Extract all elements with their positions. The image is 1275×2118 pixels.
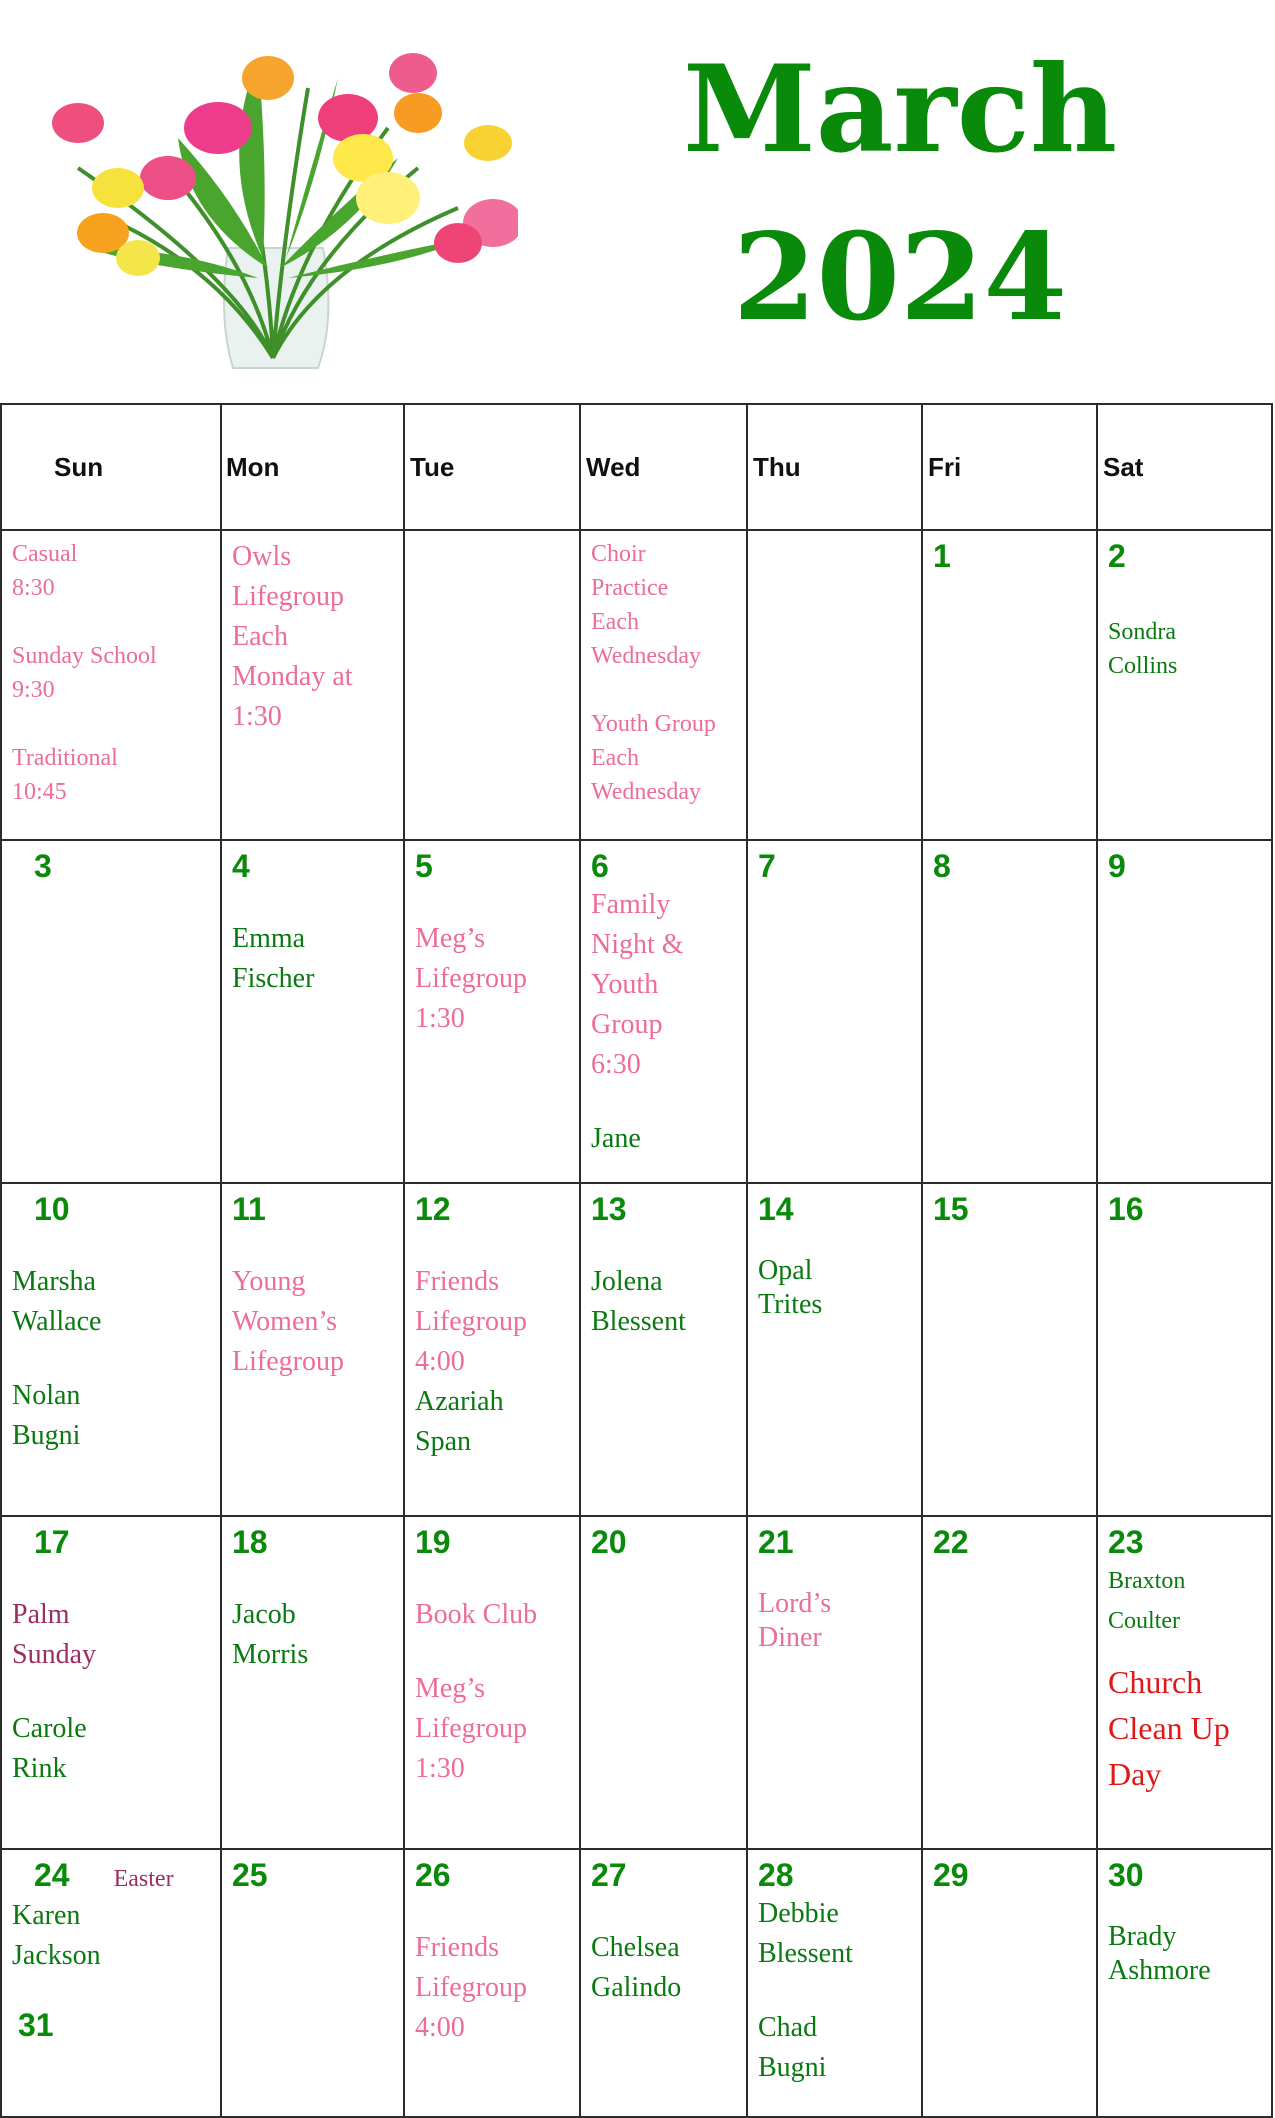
- event-line: Night &: [591, 929, 684, 960]
- event-line: Lord’s: [758, 1588, 832, 1619]
- weekday-sat: Sat: [1097, 404, 1272, 530]
- event-line: 9:30: [12, 677, 55, 703]
- event-line: 1:30: [415, 1753, 465, 1784]
- day-cell-tue-w1: [404, 530, 580, 840]
- event-line: Each: [591, 609, 639, 635]
- day-number: 6: [591, 848, 609, 884]
- day-number: 25: [232, 1857, 268, 1893]
- event-line: Practice: [591, 575, 669, 601]
- day-cell-21: [747, 1516, 922, 1849]
- day-cell-14: [747, 1183, 922, 1516]
- day-cell-27: [580, 1849, 747, 2117]
- alert-event-line: Clean Up: [1108, 1710, 1230, 1746]
- event-line: Monday at: [232, 661, 353, 692]
- day-cell-24: [1, 1849, 221, 2117]
- day-cell-mon-w1: [221, 530, 404, 840]
- day-number: 16: [1108, 1191, 1144, 1227]
- event-line: 6:30: [591, 1049, 641, 1080]
- birthday-line: Jacob: [232, 1599, 296, 1630]
- alert-event-line: Day: [1108, 1756, 1162, 1792]
- birthday-line: Jackson: [12, 1940, 101, 1971]
- event-line: 8:30: [12, 575, 55, 601]
- day-cell-28: [747, 1849, 922, 2117]
- day-number: 27: [591, 1857, 627, 1893]
- event-line: Wednesday: [591, 779, 702, 805]
- day-number: 2: [1108, 538, 1126, 574]
- birthday-line: Bugni: [758, 2052, 827, 2083]
- weekday-fri: Fri: [922, 404, 1097, 530]
- day-cell-3: [1, 840, 221, 1183]
- birthday-line: Span: [415, 1426, 471, 1457]
- birthday-line: Rink: [12, 1753, 67, 1784]
- day-number: 10: [34, 1191, 70, 1227]
- event-line: Wednesday: [591, 643, 702, 669]
- day-cell-19: [404, 1516, 580, 1849]
- birthday-line: Bugni: [12, 1420, 81, 1451]
- day-number: 15: [933, 1191, 969, 1227]
- event-line: 4:00: [415, 2012, 465, 2043]
- day-number: 7: [758, 848, 776, 884]
- event-line: Traditional: [12, 745, 118, 771]
- day-cell-26: [404, 1849, 580, 2117]
- alert-event-line: Church: [1108, 1664, 1203, 1700]
- day-cell-23: [1097, 1516, 1272, 1849]
- birthday-line: Ashmore: [1108, 1955, 1211, 1986]
- day-number: 5: [415, 848, 433, 884]
- event-line: 1:30: [232, 701, 282, 732]
- holiday-line: Sunday: [12, 1639, 96, 1670]
- day-cell-4: [221, 840, 404, 1183]
- birthday-line: Marsha: [12, 1266, 96, 1297]
- birthday-line: Carole: [12, 1713, 87, 1744]
- day-cell-29: [922, 1849, 1097, 2117]
- birthday-line: Karen: [12, 1900, 81, 1931]
- day-cell-9: [1097, 840, 1272, 1183]
- event-line: Meg’s: [415, 923, 485, 954]
- event-line: Diner: [758, 1622, 822, 1653]
- birthday-line: Sondra: [1108, 619, 1176, 645]
- day-cell-12: [404, 1183, 580, 1516]
- day-cell-sat-w1: [1097, 530, 1272, 840]
- day-number: 12: [415, 1191, 451, 1227]
- day-number: 23: [1108, 1524, 1144, 1560]
- weekday-tue: Tue: [404, 404, 580, 530]
- week-row: [1, 1849, 1272, 2117]
- event-line: 1:30: [415, 1003, 465, 1034]
- day-number: 24: [34, 1857, 70, 1893]
- day-number: 19: [415, 1524, 451, 1560]
- day-number: 29: [933, 1857, 969, 1893]
- week-row: [1, 1516, 1272, 1849]
- event-line: Casual: [12, 541, 78, 567]
- day-cell-sun-w1: [1, 530, 221, 840]
- event-line: Meg’s: [415, 1673, 485, 1704]
- day-number: 1: [933, 538, 951, 574]
- day-number: 31: [18, 2007, 54, 2043]
- birthday-line: Morris: [232, 1639, 309, 1670]
- event-line: Women’s: [232, 1306, 338, 1337]
- event-line: Lifegroup: [415, 1713, 527, 1744]
- weekday-wed: Wed: [580, 404, 747, 530]
- weekday-thu: Thu: [747, 404, 922, 530]
- day-cell-wed-w1: [580, 530, 747, 840]
- birthday-line: Braxton: [1108, 1568, 1186, 1594]
- day-cell-15: [922, 1183, 1097, 1516]
- birthday-line: Brady: [1108, 1921, 1177, 1952]
- birthday-line: Debbie: [758, 1898, 839, 1929]
- day-cell-fri-w1: [922, 530, 1097, 840]
- day-number: 22: [933, 1524, 969, 1560]
- day-cell-17: [1, 1516, 221, 1849]
- event-line: Lifegroup: [415, 963, 527, 994]
- event-line: Friends: [415, 1266, 499, 1297]
- birthday-line: Galindo: [591, 1972, 682, 2003]
- event-line: Youth Group: [591, 711, 716, 737]
- month-title: March: [682, 39, 1118, 180]
- birthday-line: Collins: [1108, 653, 1178, 679]
- day-cell-10: [1, 1183, 221, 1516]
- month-calendar-grid: [0, 403, 1273, 2118]
- day-number: 28: [758, 1857, 794, 1893]
- calendar-header: [0, 0, 1275, 400]
- event-line: Choir: [591, 541, 646, 567]
- day-number: 11: [232, 1191, 266, 1227]
- birthday-line: Jolena: [591, 1266, 663, 1297]
- weekday-mon: Mon: [221, 404, 404, 530]
- birthday-line: Opal: [758, 1255, 813, 1286]
- birthday-line: Wallace: [12, 1306, 102, 1337]
- day-cell-22: [922, 1516, 1097, 1849]
- event-line: Each: [232, 621, 288, 652]
- event-line: Youth: [591, 969, 659, 1000]
- birthday-line: Chad: [758, 2012, 818, 2043]
- day-cell-25: [221, 1849, 404, 2117]
- event-line: Lifegroup: [415, 1306, 527, 1337]
- day-cell-20: [580, 1516, 747, 1849]
- day-cell-18: [221, 1516, 404, 1849]
- day-number: 26: [415, 1857, 451, 1893]
- day-cell-5: [404, 840, 580, 1183]
- event-line: Family: [591, 889, 671, 920]
- weekday-sun: Sun: [1, 404, 221, 530]
- day-cell-thu-w1: [747, 530, 922, 840]
- birthday-line: Trites: [758, 1289, 823, 1320]
- weekday-header-row: [1, 404, 1272, 530]
- day-number: 4: [232, 848, 250, 884]
- tulip-bouquet-illustration: [18, 18, 518, 378]
- birthday-line: Nolan: [12, 1380, 81, 1411]
- day-number: 20: [591, 1524, 627, 1560]
- day-cell-16: [1097, 1183, 1272, 1516]
- day-number: 13: [591, 1191, 627, 1227]
- birthday-line: Azariah: [415, 1386, 504, 1417]
- event-line: 4:00: [415, 1346, 465, 1377]
- birthday-line: Fischer: [232, 963, 315, 994]
- birthday-line: Chelsea: [591, 1932, 680, 1963]
- birthday-line: Emma: [232, 923, 306, 954]
- birthday-line: Blessent: [758, 1938, 853, 1969]
- event-line: Lifegroup: [232, 581, 344, 612]
- birthday-line: Blessent: [591, 1306, 686, 1337]
- week-row: [1, 530, 1272, 840]
- event-line: Lifegroup: [232, 1346, 344, 1377]
- event-line: Group: [591, 1009, 663, 1040]
- year-title: 2024: [733, 207, 1067, 348]
- day-number: 8: [933, 848, 951, 884]
- event-line: Friends: [415, 1932, 499, 1963]
- event-line: Owls: [232, 541, 292, 572]
- day-cell-6: [580, 840, 747, 1183]
- week-row: [1, 1183, 1272, 1516]
- day-cell-8: [922, 840, 1097, 1183]
- event-line: Young: [232, 1266, 306, 1297]
- event-line: Each: [591, 745, 639, 771]
- day-number: 17: [34, 1524, 70, 1560]
- day-number: 18: [232, 1524, 268, 1560]
- birthday-line: Coulter: [1108, 1608, 1180, 1634]
- day-number: 21: [758, 1524, 794, 1560]
- day-cell-30: [1097, 1849, 1272, 2117]
- day-number: 30: [1108, 1857, 1144, 1893]
- day-cell-7: [747, 840, 922, 1183]
- event-line: Book Club: [415, 1599, 538, 1630]
- day-cell-13: [580, 1183, 747, 1516]
- event-line: Sunday School: [12, 643, 157, 669]
- birthday-line: Jane: [591, 1123, 641, 1154]
- event-line: Lifegroup: [415, 1972, 527, 2003]
- holiday-tag: Easter: [113, 1866, 174, 1892]
- week-row: [1, 840, 1272, 1183]
- event-line: 10:45: [12, 779, 67, 805]
- day-cell-11: [221, 1183, 404, 1516]
- day-number: 9: [1108, 848, 1126, 884]
- day-number: 14: [758, 1191, 794, 1227]
- day-number: 3: [34, 848, 52, 884]
- holiday-line: Palm: [12, 1599, 70, 1630]
